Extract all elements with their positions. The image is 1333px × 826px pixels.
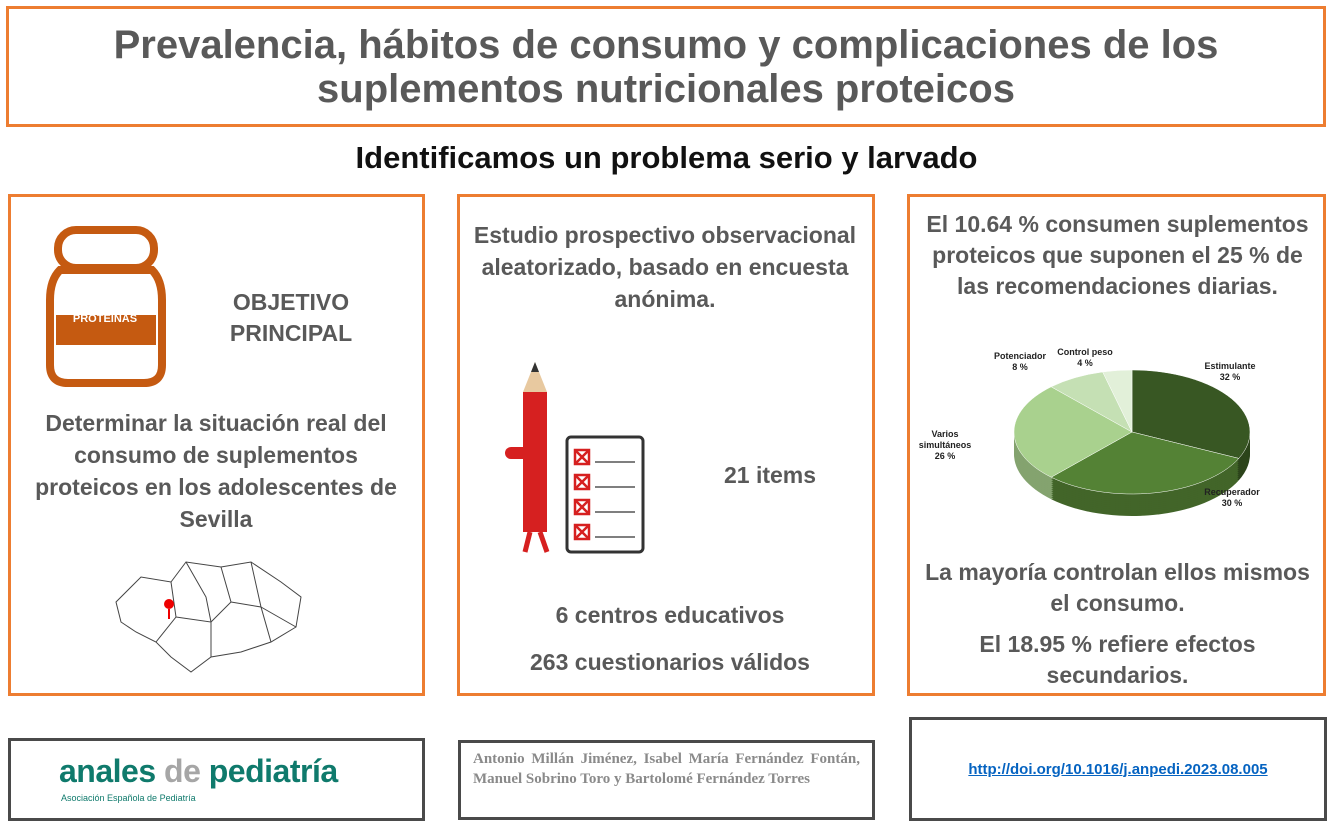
objective-heading: OBJETIVO PRINCIPAL	[229, 289, 353, 346]
authors-box	[458, 740, 875, 820]
journal-logo: anales de pediatría	[59, 753, 338, 789]
doi-box	[909, 717, 1327, 821]
control-text: La mayoría controlan ellos mismos el consumo.	[925, 559, 1310, 616]
pencil-checklist-icon	[505, 362, 655, 557]
society-name: Asociación Española de Pediatría	[61, 793, 196, 803]
objective-text: Determinar la situación real del consumo de suplementos proteicos en los adolescentes de Sevilla	[35, 410, 397, 532]
page-title: Prevalencia, hábitos de consumo y complicaciones de los suplementos nutricionales proteicos	[113, 22, 1219, 111]
title-box	[6, 6, 1326, 127]
jar-label: PROTEINAS	[72, 313, 138, 325]
questionnaires-count: 263 cuestionarios válidos	[530, 649, 810, 675]
centers-count: 6 centros educativos	[555, 602, 785, 628]
items-count: 21 items	[723, 462, 817, 488]
journal-logo-box	[8, 738, 425, 821]
supplement-pie-chart	[910, 347, 1323, 537]
subtitle: Identificamos un problema serio y larvado	[355, 140, 978, 175]
pie-label: Control peso 4 %	[1057, 347, 1113, 368]
objective-panel	[8, 194, 425, 696]
pie-label: Estimulante 32 %	[1204, 361, 1256, 382]
pie-label: Potenciador 8 %	[993, 351, 1047, 372]
prevalence-text: El 10.64 % consumen suplementos proteicos que suponen el 25 % de las recomendaciones diarias.	[926, 211, 1309, 299]
results-panel	[907, 194, 1326, 696]
method-panel	[457, 194, 875, 696]
andalucia-map-icon	[111, 557, 311, 677]
protein-jar-icon	[46, 225, 166, 390]
doi-link[interactable]: http://doi.org/10.1016/j.anpedi.2023.08.005	[968, 760, 1268, 778]
pie-label: Varios simultáneos 26 %	[918, 429, 972, 461]
pie-label: Recuperador 30 %	[1204, 487, 1260, 508]
authors: Antonio Millán Jiménez, Isabel María Fernández Fontán, Manuel Sobrino Toro y Bartolomé Fernández Torres	[473, 751, 860, 787]
effects-text: El 18.95 % refiere efectos secundarios.	[979, 631, 1256, 688]
method-text: Estudio prospectivo observacional aleatorizado, basado en encuesta anónima.	[473, 222, 857, 312]
